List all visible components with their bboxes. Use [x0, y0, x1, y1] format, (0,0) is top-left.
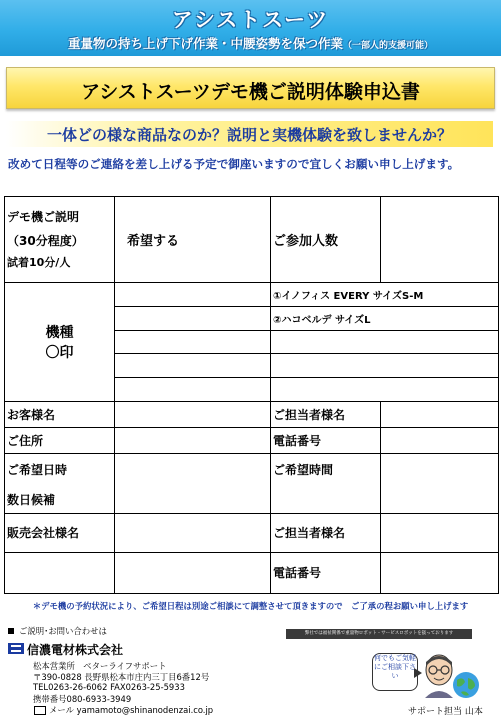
header-title: アシストスーツ [171, 8, 330, 32]
contact-person-field[interactable] [381, 401, 499, 427]
company-address: 〒390-0828 長野県松本市庄内三丁目6番12号 [33, 672, 210, 682]
dealer-phone-field[interactable] [381, 552, 499, 593]
phone-field[interactable] [381, 427, 499, 453]
globe-icon [451, 670, 481, 700]
desired-time-extra-field[interactable] [381, 486, 499, 514]
model-option-3[interactable] [271, 330, 499, 354]
address-field[interactable] [115, 427, 271, 453]
trial-note: 試着10分/人 [7, 256, 71, 270]
customer-name-field[interactable] [115, 401, 271, 427]
model-option-2[interactable]: ②ハコベルデ サイズL [271, 307, 499, 331]
multiple-dates-field[interactable] [115, 486, 271, 514]
blank-field[interactable] [115, 552, 271, 593]
question-bar [6, 121, 493, 147]
application-form [4, 196, 499, 594]
demo-label-cell [5, 197, 115, 283]
dealer-contact-label: ご担当者様名 [271, 514, 381, 553]
service-banner: 弊社では福祉関係で重量物ロボット・サービスロボットを扱っております [286, 629, 472, 639]
model-option-1[interactable]: ①イノフィス EVERY サイズS-M [271, 283, 499, 307]
dealer-name-field[interactable] [115, 514, 271, 553]
wish-cell[interactable] [115, 197, 271, 283]
model-label-cell [5, 283, 115, 402]
email-address[interactable]: メール yamamoto@shinanodenzai.co.jp [49, 705, 214, 715]
support-person: サポート担当 山本 [408, 707, 483, 717]
participants-label-cell [271, 197, 381, 283]
contact-person-label: ご担当者様名 [271, 401, 381, 427]
desired-time-extra[interactable] [271, 486, 381, 514]
wish-label: 希望する [127, 234, 180, 250]
model-blank-5[interactable] [115, 378, 271, 402]
tel-fax: TEL0263-26-6062 FAX0263-25-5933 [33, 682, 185, 692]
model-option-5[interactable] [271, 378, 499, 402]
mail-icon [34, 706, 46, 715]
phone-label: 電話番号 [271, 427, 381, 453]
desired-date-label: ご希望日時 [5, 453, 115, 485]
notice-text: 改めて日程等のご連絡を差し上げる予定で御座いますので宜しくお願い申し上げます。 [8, 157, 460, 171]
address-label: ご住所 [5, 427, 115, 453]
multiple-dates-label: 数日候補 [5, 486, 115, 514]
model-blank-4[interactable] [115, 354, 271, 378]
model-mark: 〇印 [45, 345, 74, 362]
customer-name-label: お客様名 [5, 401, 115, 427]
question-text: 一体どの様な商品なのか？説明と実機体験を致しませんか？ [46, 126, 452, 144]
participants-field[interactable] [381, 197, 499, 283]
dealer-name-label: 販売会社様名 [5, 514, 115, 553]
model-blank-3[interactable] [115, 330, 271, 354]
footnote: ＊デモ機の予約状況により、ご希望日程は別途ご相談にて調整させて頂きますので ご了承の程お願い申し上げます [32, 601, 469, 611]
model-label: 機種 [45, 325, 74, 342]
participants-label: ご参加人数 [273, 234, 339, 250]
dealer-phone-label: 電話番号 [271, 552, 381, 593]
desired-time-label: ご希望時間 [271, 453, 381, 485]
desired-date-field[interactable] [115, 453, 271, 485]
branch-name: 松本営業所 ベターライフサポート [33, 661, 167, 671]
desired-time-field[interactable] [381, 453, 499, 485]
company-name: 信濃電材株式会社 [27, 643, 124, 657]
demo-label: デモ機ご説明 [7, 210, 80, 225]
dealer-contact-field[interactable] [381, 514, 499, 553]
header-subtitle-note: （一部人的支援可能） [343, 41, 434, 51]
square-bullet-icon [8, 628, 14, 634]
model-blank-2[interactable] [115, 307, 271, 331]
model-blank-1[interactable] [115, 283, 271, 307]
form-title-bar [6, 67, 495, 109]
inquiry-label: ご説明･お問い合わせは [19, 626, 107, 636]
model-option-4[interactable] [271, 354, 499, 378]
header-subtitle [0, 34, 501, 52]
mobile-number: 携帯番号080-6933-3949 [33, 694, 132, 704]
speech-bubble: 何でもご気軽にご相談下さい [372, 653, 418, 691]
header-subtitle-main: 重量物の持ち上げ下げ作業・中腰姿勢を保つ作業 [67, 36, 343, 51]
form-title: アシストスーツデモ機ご説明体験申込書 [81, 81, 420, 103]
company-logo-icon [8, 643, 24, 654]
demo-duration: （30分程度） [7, 234, 84, 249]
blank-label [5, 552, 115, 593]
